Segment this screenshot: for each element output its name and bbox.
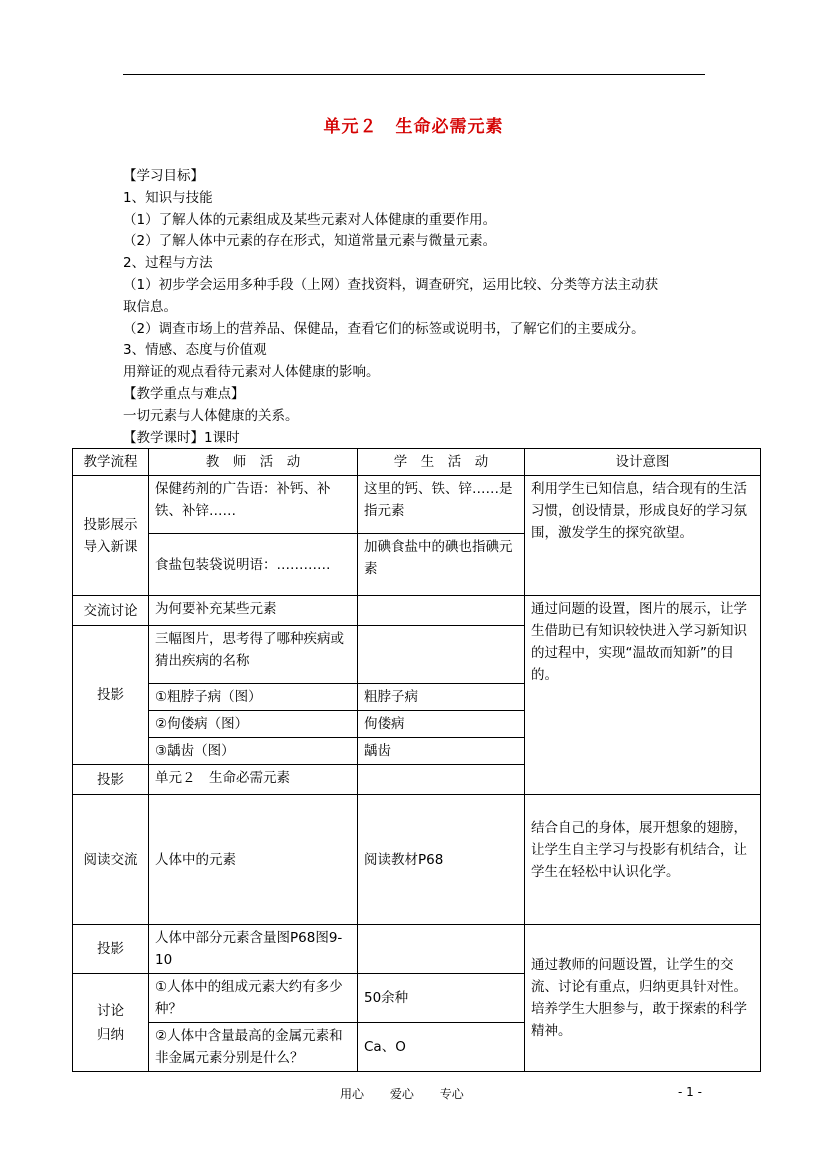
text-line: 取信息。 [123,298,177,315]
teacher-cell: 为何要补充某些元素 [149,596,358,626]
student-cell: 粗脖子病 [358,684,525,711]
table-row [73,476,761,534]
header-flow: 教学流程 [73,449,149,476]
teacher-cell: ②人体中含量最高的金属元素和非金属元素分别是什么？ [149,1023,358,1072]
student-cell: Ca、O [358,1023,525,1072]
page-number: - 1 - [678,1085,702,1099]
stage-cell: 投影 [73,765,149,795]
text-line: （1）初步学会运用多种手段（上网）查找资料，调查研究，运用比较、分类等方法主动获 [123,276,659,293]
header-student: 学 生 活 动 [358,449,525,476]
teacher-cell: 人体中的元素 [149,795,358,925]
intent-cell: 通过教师的问题设置，让学生的交流、讨论有重点，归纳更具针对性。培养学生大胆参与，敢于探索的科学精神。 [525,925,761,1072]
text-line: 【学习目标】 [123,168,204,184]
student-cell: 阅读教材P68 [358,795,525,925]
teacher-cell: ①人体中的组成元素大约有多少种？ [149,974,358,1023]
table-row [73,925,761,974]
student-cell [358,765,525,795]
student-cell: 龋齿 [358,738,525,765]
teacher-cell: ③龋齿（图） [149,738,358,765]
table-row [73,596,761,626]
footer-word: 专心 [439,1087,464,1101]
footer-word: 爱心 [389,1087,414,1101]
objectives-section [123,166,713,449]
text-line: 【教学重点与难点】 [123,385,245,402]
stage-cell [73,974,149,1072]
student-cell [358,626,525,684]
student-cell: 佝偻病 [358,711,525,738]
text-line: 3、情感、态度与价值观 [123,342,267,359]
text-line: （1）了解人体的元素组成及某些元素对人体健康的重要作用。 [123,211,497,228]
student-cell [358,596,525,626]
header-teacher: 教 师 活 动 [149,449,358,476]
teacher-cell: 保健药剂的广告语：补钙、补铁、补锌…… [149,476,358,534]
intent-cell: 通过问题的设置，图片的展示，让学生借助已有知识较快进入学习新知识的过程中，实现“温故而知新”的目的。 [525,596,761,795]
teacher-cell: 食盐包装袋说明语：………… [149,534,358,596]
text-line: 【教学课时】1课时 [123,429,240,446]
text-line: 一切元素与人体健康的关系。 [123,407,299,424]
page-title: 单元２ 生命必需元素 [323,117,504,137]
student-cell: 这里的钙、铁、锌……是指元素 [358,476,525,534]
teacher-cell: ①粗脖子病（图） [149,684,358,711]
footer-word: 用心 [340,1087,365,1101]
stage-cell: 投影 [73,925,149,974]
text-line: （2）了解人体中元素的存在形式，知道常量元素与微量元素。 [123,233,497,250]
table-row [73,795,761,925]
teacher-cell: 三幅图片，思考得了哪种疾病或猜出疾病的名称 [149,626,358,684]
stage-cell: 投影展示导入新课 [73,476,149,596]
stage-cell: 交流讨论 [73,596,149,626]
text-line: 1、知识与技能 [123,189,213,206]
student-cell: 50余种 [358,974,525,1023]
intent-cell: 利用学生已知信息，结合现有的生活习惯，创设情景，形成良好的学习氛围，激发学生的探究欲望。 [525,476,761,596]
teacher-cell: 人体中部分元素含量图P68图9-10 [149,925,358,974]
stage-label: 讨论归纳 [97,1002,124,1043]
teacher-cell: ②佝偻病（图） [149,711,358,738]
student-cell: 加碘食盐中的碘也指碘元素 [358,534,525,596]
footer-motto [340,1085,486,1102]
text-line: 2、过程与方法 [123,255,213,272]
stage-cell: 投影 [73,626,149,765]
intent-cell: 结合自己的身体，展开想象的翅膀，让学生自主学习与投影有机结合，让学生在轻松中认识化学。 [525,795,761,925]
stage-cell: 阅读交流 [73,795,149,925]
table-header-row [73,449,761,476]
text-line: 用辩证的观点看待元素对人体健康的影响。 [123,364,380,381]
lesson-plan-table [72,448,761,1072]
header-rule [123,74,705,75]
student-cell [358,925,525,974]
header-intent: 设计意图 [525,449,761,476]
text-line: （2）调查市场上的营养品、保健品，查看它们的标签或说明书，了解它们的主要成分。 [123,320,645,337]
teacher-cell: 单元２ 生命必需元素 [149,765,358,795]
